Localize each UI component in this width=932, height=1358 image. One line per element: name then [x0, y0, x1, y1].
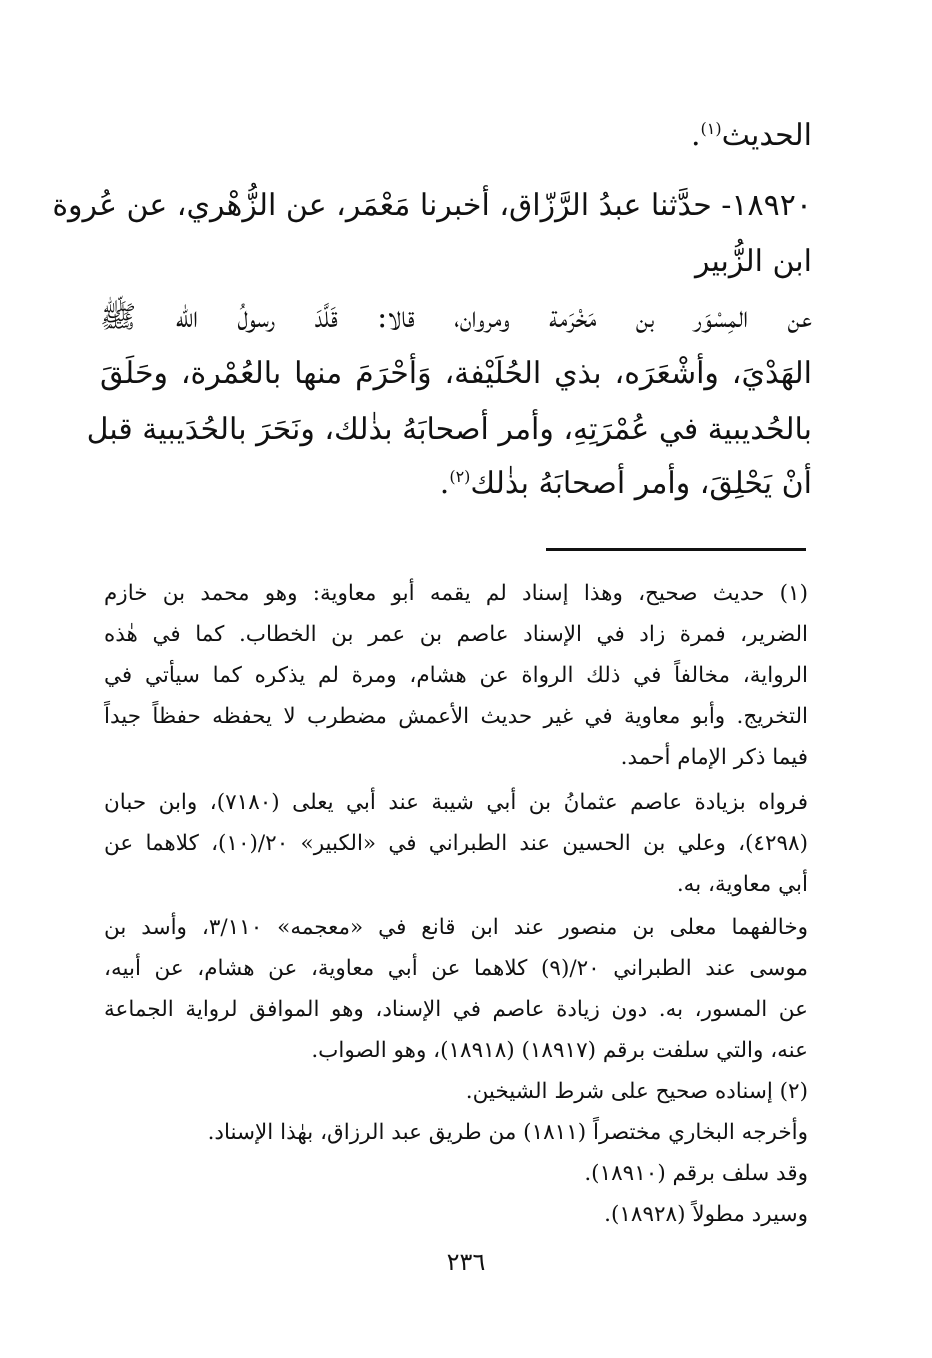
footnote-line: فرواه بزيادة عاصم عثمانُ بن أبي شيبة عند أبي يعلى (٧١٨٠)، وابن حبان [104, 790, 808, 815]
footnote-line: الضرير، فمرة زاد في الإسناد عاصم بن عمر بن الخطاب. كما في هٰذه [104, 622, 808, 647]
page-number: ٢٣٦ [446, 1248, 486, 1276]
footnote-ref-1: (١) [700, 119, 722, 138]
footnote-line: وسيرد مطولاً (١٨٩٢٨). [604, 1202, 808, 1227]
hadith-chain-line-2: ابن الزُّبير [694, 244, 812, 279]
hadith-fragment: الحديث [721, 118, 812, 153]
line-end-punct: . [690, 118, 701, 153]
main-text-line-1 [100, 110, 812, 162]
footnote-line: التخريج. وأبو معاوية في غير حديث الأعمش مضطرب لا يحفظه حفظاً جيداً [104, 704, 808, 729]
footnote-line: الرواية، مخالفاً في ذلك الرواة عن هشام، ومرة لم يذكره كما سيأتي في [104, 663, 808, 688]
footnote-line: أبي معاوية، به. [676, 872, 808, 897]
line-end-punct: . [439, 466, 450, 501]
hadith-text-line-1: عن المِسْوَر بن مَخْرَمة ومروان، قالا: قَلَّدَ رسولُ الله ﷺ [100, 300, 812, 335]
footnote-line: (١) حديث صحيح، وهذا إسناد لم يقمه أبو معاوية: وهو محمد بن خازم [104, 581, 808, 606]
footnote-ref-2: (٢) [449, 467, 471, 486]
hadith-text-line-3: بالحُديبية في عُمْرَتِهِ، وأمر أصحابَهُ بذٰلك، ونَحَرَ بالحُدَيبية قبل [86, 412, 812, 447]
footnote-line: موسى عند الطبراني ٢٠/(٩) كلاهما عن أبي معاوية، عن هشام، عن أبيه، [104, 956, 808, 981]
footnote-line: (٢) إسناده صحيح على شرط الشيخين. [465, 1079, 808, 1104]
footnote-separator [546, 548, 806, 551]
footnote-line: عنه، والتي سلفت برقم (١٨٩١٧) (١٨٩١٨)، وهو الصواب. [311, 1038, 808, 1063]
hadith-chain-line-1: ١٨٩٢٠- حدَّثنا عبدُ الرَّزّاق، أخبرنا مَعْمَر، عن الزُّهْري، عن عُروة [52, 188, 812, 223]
footnote-line: عن المسور، به. دون زيادة عاصم في الإسناد، وهو الموافق لرواية الجماعة [104, 997, 808, 1022]
footnote-line: (٤٢٩٨)، وعلي بن الحسين عند الطبراني في «الكبير» ٢٠/(١٠)، كلاهما عن [104, 831, 808, 856]
footnote-line: وخالفهما معلى بن منصور عند ابن قانع في «معجمه» ٣/١١٠، وأسد بن [104, 915, 808, 940]
footnote-line: وأخرجه البخاري مختصراً (١٨١١) من طريق عبد الرزاق، بهٰذا الإسناد. [207, 1120, 808, 1145]
footnote-line: فيما ذكر الإمام أحمد. [620, 745, 808, 770]
hadith-text-line-2: الهَدْيَ، وأشْعَرَه، بذي الحُلَيْفة، وَأحْرَمَ منها بالعُمْرة، وحَلَقَ [100, 356, 812, 391]
hadith-fragment: أنْ يَحْلِقَ، وأمر أصحابَهُ بذٰلك [470, 466, 812, 501]
footnote-line: وقد سلف برقم (١٨٩١٠). [584, 1161, 808, 1186]
hadith-text-line-4 [100, 458, 812, 510]
